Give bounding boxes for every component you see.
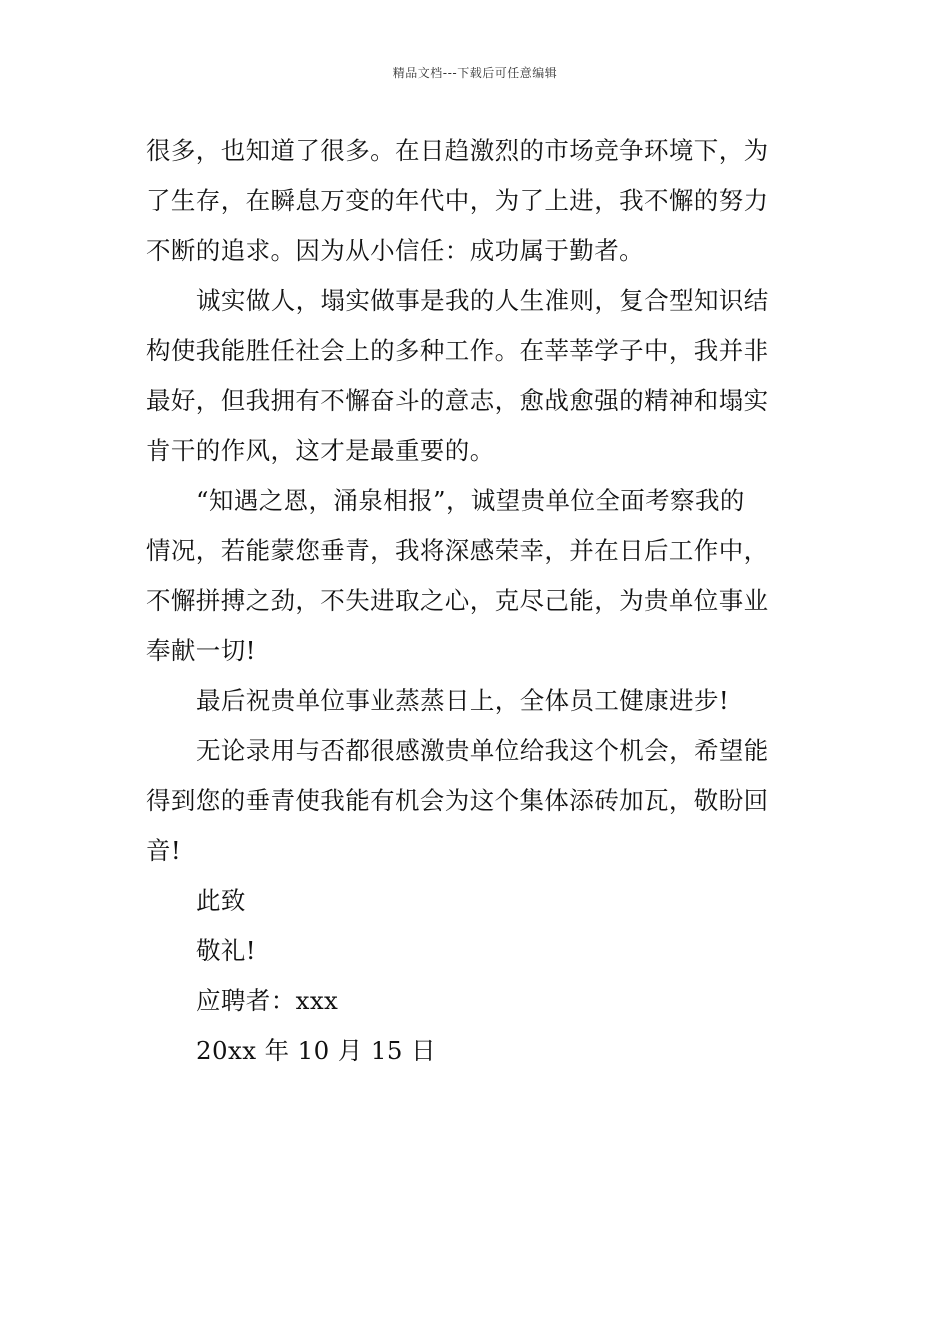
text-line: 肯干的作风，这才是最重要的。 (146, 436, 495, 465)
text-line: 不断的追求。因为从小信任：成功属于勤者。 (146, 236, 644, 265)
text-line: 音! (146, 836, 182, 865)
letter-body (146, 128, 810, 1078)
text-line: 很多，也知道了很多。在日趋激烈的市场竞争环境下，为 (146, 136, 769, 165)
text-line: 奉献一切! (146, 636, 256, 665)
text-line: 最后祝贵单位事业蒸蒸日上，全体员工健康进步! (196, 686, 730, 715)
page-header: 精品文档---下载后可任意编辑 (392, 66, 558, 80)
text-line: 无论录用与否都很感激贵单位给我这个机会，希望能 (196, 736, 769, 765)
letter-date: 20xx 年 10 月 15 日 (196, 1036, 436, 1065)
text-line: 最好，但我拥有不懈奋斗的意志，愈战愈强的精神和塌实 (146, 386, 769, 415)
text-line: 得到您的垂青使我能有机会为这个集体添砖加瓦，敬盼回 (146, 786, 769, 815)
text-line: 构使我能胜任社会上的多种工作。在莘莘学子中，我并非 (146, 336, 769, 365)
text-line: 不懈拼搏之劲，不失进取之心，克尽己能，为贵单位事业 (146, 586, 769, 615)
closing-salutation: 此致 (196, 886, 246, 915)
applicant-signature: 应聘者：xxx (196, 986, 339, 1015)
text-line: “知遇之恩，涌泉相报”，诚望贵单位全面考察我的 (196, 486, 745, 515)
closing-regards: 敬礼! (196, 936, 257, 965)
text-line: 诚实做人，塌实做事是我的人生准则，复合型知识结 (196, 286, 769, 315)
text-line: 了生存，在瞬息万变的年代中，为了上进，我不懈的努力 (146, 186, 769, 215)
text-line: 情况，若能蒙您垂青，我将深感荣幸，并在日后工作中， (146, 536, 769, 565)
